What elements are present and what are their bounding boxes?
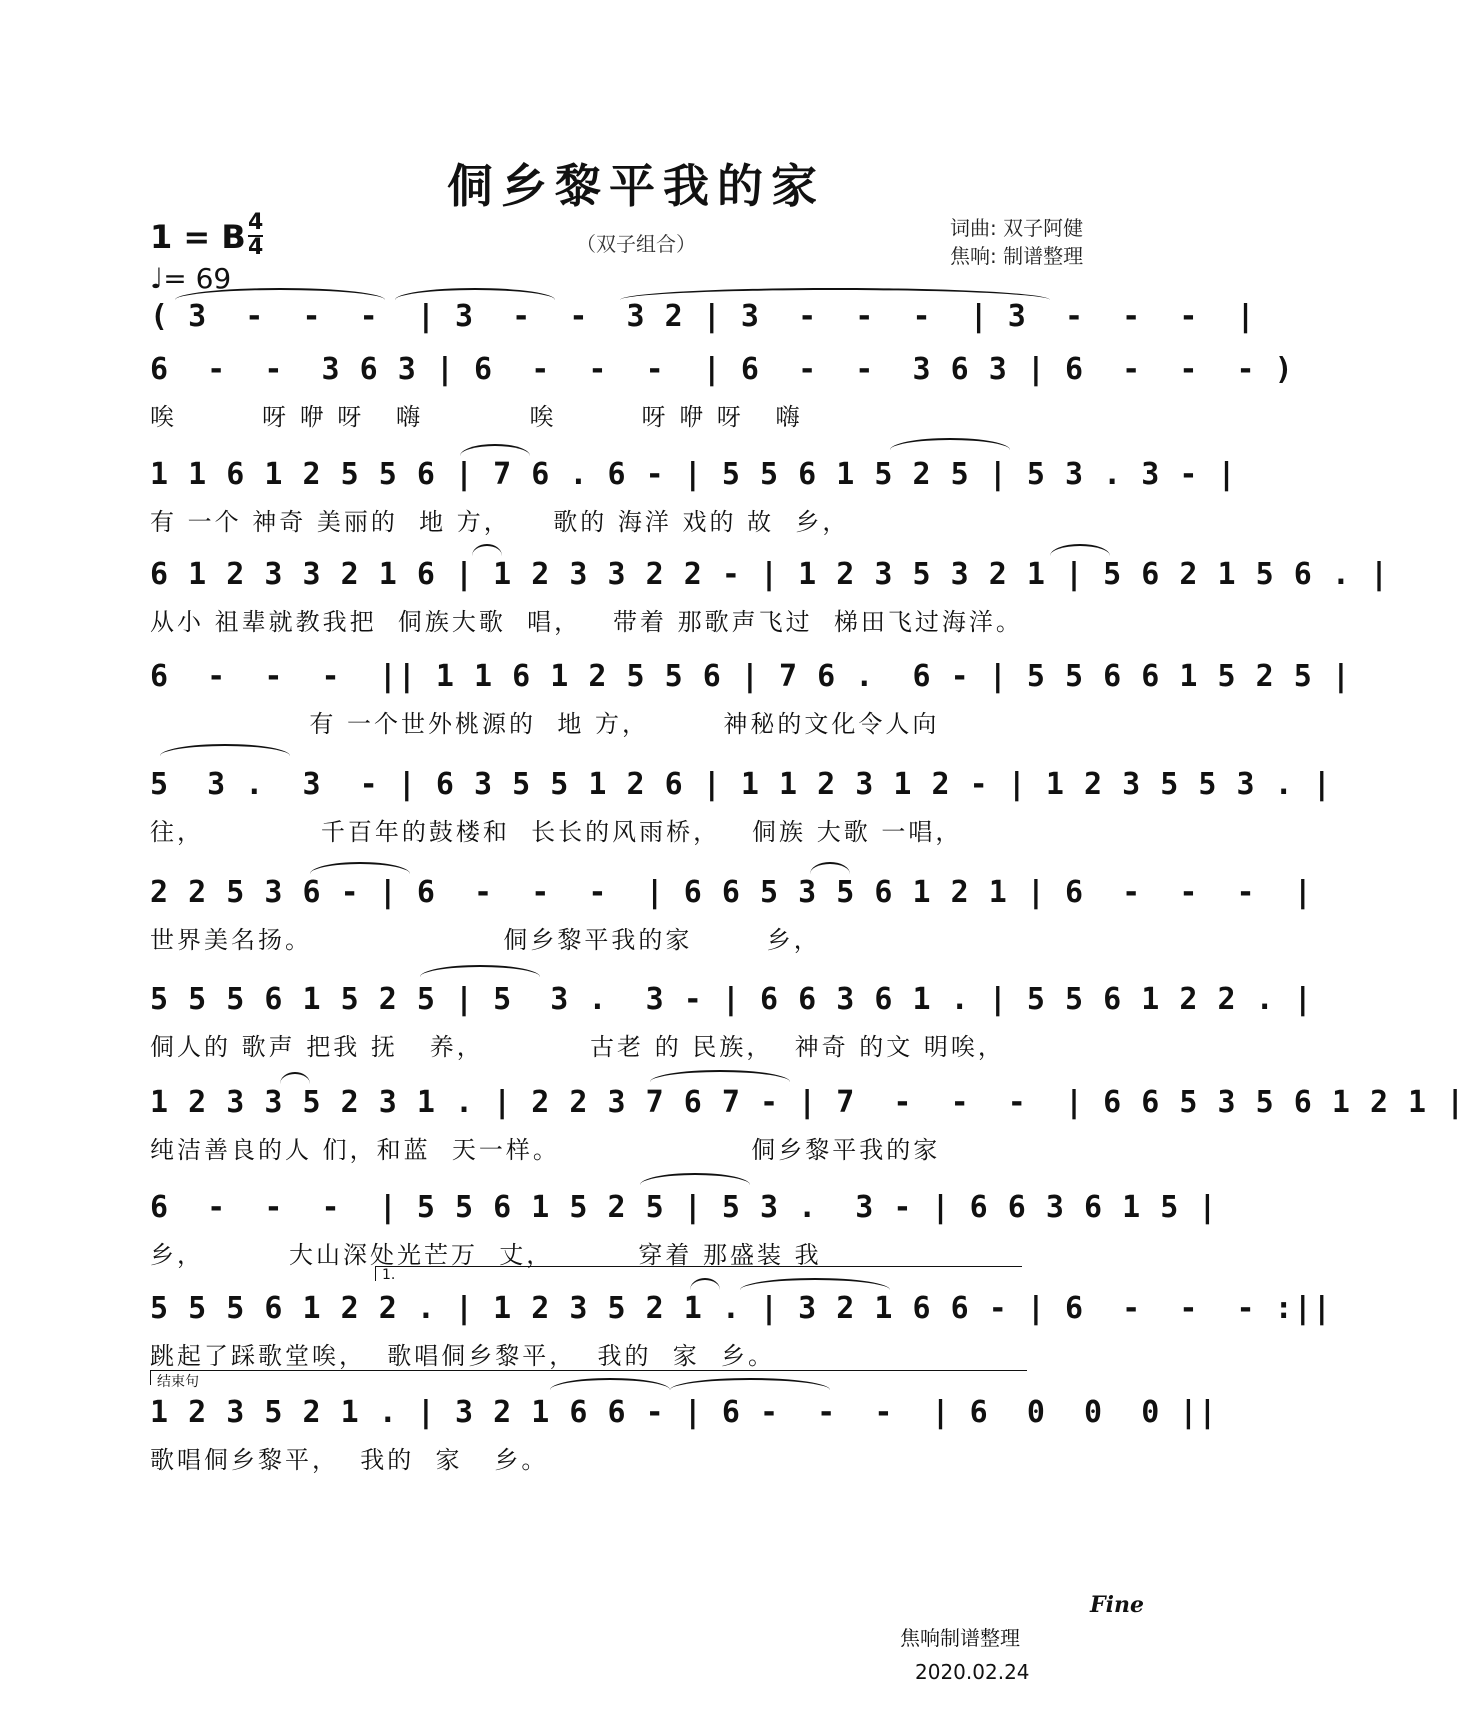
notes-line: 6 - - 3 6 3 | 6 - - - | 6 - - 3 6 3 | 6 - - - ) xyxy=(150,352,1294,387)
notes-line: 1 2 3 5 2 1 . | 3 2 1 6 6 - | 6 - - - | 6 0 0 0 || xyxy=(150,1395,1218,1430)
notes-line: 6 - - - || 1 1 6 1 2 5 5 6 | 7 6 . 6 - | 5 5 6 6 1 5 2 5 | xyxy=(150,659,1351,694)
coda-ending-bracket: 结束句 xyxy=(150,1370,1027,1385)
notes-line: 5 3 . 3 - | 6 3 5 5 1 2 6 | 1 1 2 3 1 2 - | 1 2 3 5 5 3 . | xyxy=(150,767,1332,802)
slur xyxy=(1050,544,1110,556)
slur xyxy=(460,444,530,456)
lyrics-line: 侗人的 歌声 把我 抚 养， 古老 的 民族， 神奇 的文 明唉， xyxy=(150,1033,1005,1061)
key-signature: 1 = B xyxy=(150,218,246,256)
lyrics-line: 纯洁善良的人 们，和蓝 天一样。 侗乡黎平我的家 xyxy=(150,1136,941,1164)
slur xyxy=(810,862,850,874)
notes-line: 1 1 6 1 2 5 5 6 | 7 6 . 6 - | 5 5 6 1 5 2 5 | 5 3 . 3 - | xyxy=(150,457,1237,492)
notes-line: 5 5 5 6 1 2 2 . | 1 2 3 5 2 1 . | 3 2 1 6 6 - | 6 - - - :|| xyxy=(150,1291,1332,1326)
time-signature-top: 4 xyxy=(248,210,264,235)
slur xyxy=(310,862,410,874)
time-signature xyxy=(248,212,263,259)
slur xyxy=(890,438,1010,450)
performer-subtitle: （双子组合） xyxy=(576,232,696,256)
engraver-credit: 焦响: 制谱整理 xyxy=(950,244,1084,268)
slur xyxy=(395,288,555,300)
slur xyxy=(280,1072,310,1084)
notes-line: 1 2 3 3 5 2 3 1 . | 2 2 3 7 6 7 - | 7 - - - | 6 6 5 3 5 6 1 2 1 | xyxy=(150,1085,1465,1120)
lyrics-line: 乡， 大山深处光芒万 丈， 穿着 那盛装 我 xyxy=(150,1241,822,1269)
slur xyxy=(420,965,540,977)
notes-line: 2 2 5 3 6 - | 6 - - - | 6 6 5 3 5 6 1 2 1 | 6 - - - | xyxy=(150,875,1313,910)
notes-line: 5 5 5 6 1 5 2 5 | 5 3 . 3 - | 6 6 3 6 1 . | 5 5 6 1 2 2 . | xyxy=(150,982,1313,1017)
slur xyxy=(650,1070,790,1082)
first-ending-bracket: 1. xyxy=(375,1266,1022,1281)
time-signature-bottom: 4 xyxy=(248,235,264,260)
notes-line: ( 3 - - - | 3 - - 3 2 | 3 - - - | 3 - - - | xyxy=(150,299,1256,334)
lyrics-line: 唉 呀 咿 呀 嗨 唉 呀 咿 呀 嗨 xyxy=(150,403,803,431)
lyrics-line: 有 一个 神奇 美丽的 地 方， 歌的 海洋 戏的 故 乡， xyxy=(150,508,850,536)
lyrics-line: 从小 祖辈就教我把 侗族大歌 唱， 带着 那歌声飞过 梯田飞过海洋。 xyxy=(150,608,1023,636)
tempo-marking: ♩= 69 xyxy=(150,262,232,295)
footer-engraver: 焦响制谱整理 xyxy=(900,1626,1020,1650)
fine-marking: Fine xyxy=(1090,1592,1144,1618)
lyrics-line: 有 一个世外桃源的 地 方， 神秘的文化令人向 xyxy=(150,710,940,738)
lyrics-line: 往， 千百年的鼓楼和 长长的风雨桥， 侗族 大歌 一唱， xyxy=(150,818,963,846)
notes-line: 6 - - - | 5 5 6 1 5 2 5 | 5 3 . 3 - | 6 6 3 6 1 5 | xyxy=(150,1190,1218,1225)
slur xyxy=(472,544,502,556)
lyrics-music-credit: 词曲: 双子阿健 xyxy=(950,216,1084,240)
footer-date: 2020.02.24 xyxy=(915,1660,1030,1684)
page-title: 侗乡黎平我的家 xyxy=(447,159,825,213)
lyrics-line: 跳起了踩歌堂唉， 歌唱侗乡黎平， 我的 家 乡。 xyxy=(150,1342,776,1370)
notes-line: 6 1 2 3 3 2 1 6 | 1 2 3 3 2 2 - | 1 2 3 5 3 2 1 | 5 6 2 1 5 6 . | xyxy=(150,557,1389,592)
slur xyxy=(160,744,290,756)
lyrics-line: 歌唱侗乡黎平， 我的 家 乡。 xyxy=(150,1446,549,1474)
credits xyxy=(950,214,1083,270)
slur xyxy=(640,1173,750,1185)
slur xyxy=(620,288,1050,300)
lyrics-line: 世界美名扬。 侗乡黎平我的家 乡， xyxy=(150,926,821,954)
